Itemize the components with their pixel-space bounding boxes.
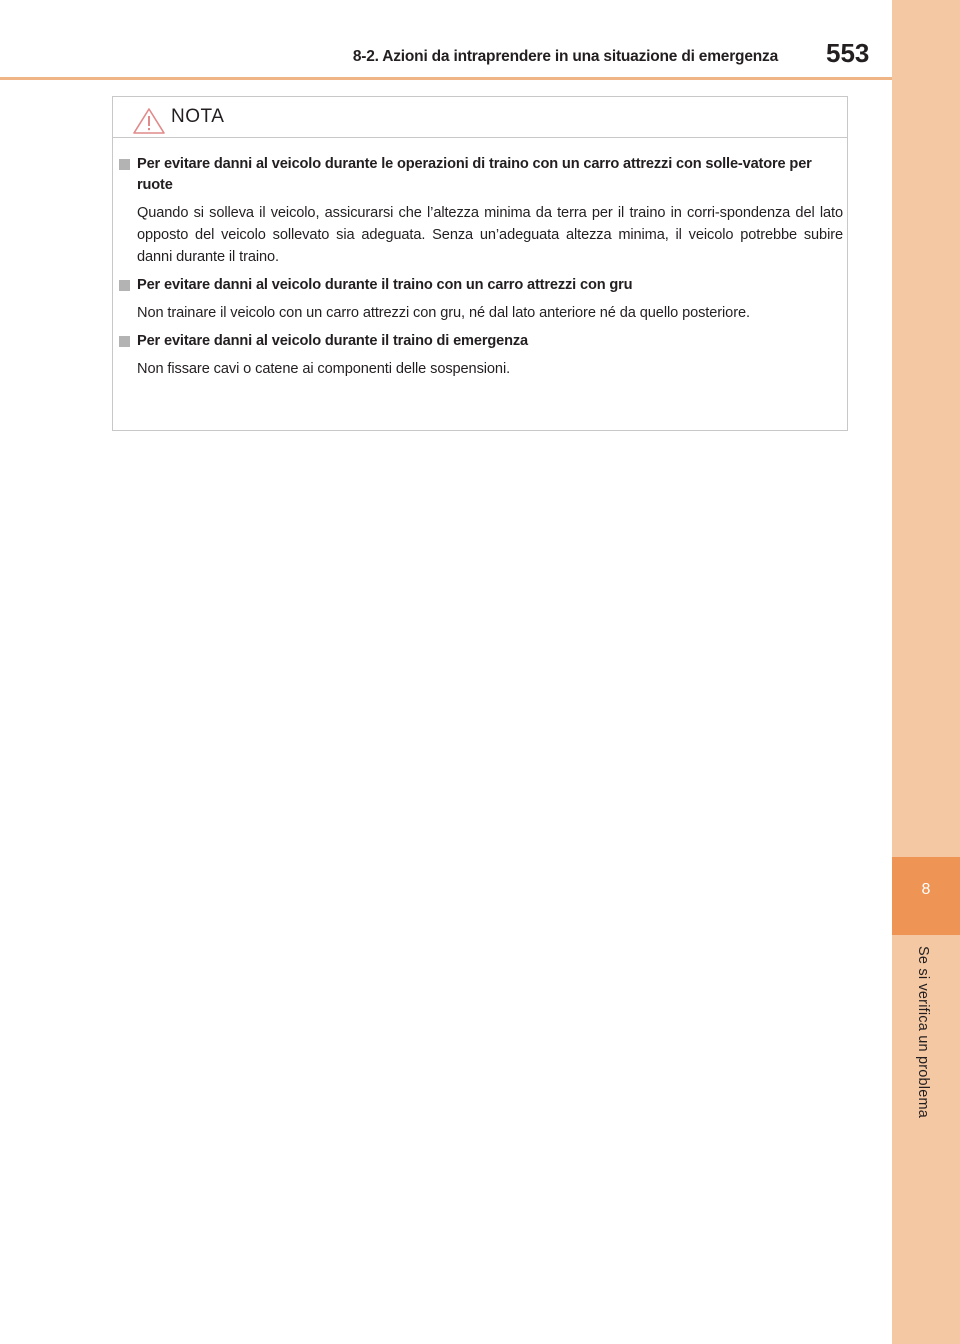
note-title: NOTA [171,106,225,127]
side-tab [892,0,960,1344]
chapter-title: Se si verifica un problema [915,946,931,1119]
section-title: 8-2. Azioni da intraprendere in una situazione di emergenza [352,48,778,65]
chapter-tab[interactable] [892,857,960,935]
note-item-body: Non trainare il veicolo con un carro attrezzi con gru, né dal lato anteriore né da quello posteriore. [137,305,750,321]
note-item [119,331,843,380]
note-item-body: Non fissare cavi o catene ai componenti delle sospensioni. [137,361,511,377]
note-item [119,154,843,268]
chapter-number: 8 [921,881,931,898]
note-item-heading-text: Per evitare danni al veicolo durante il traino di emergenza [137,333,528,349]
note-item-body: Quando si solleva il veicolo, assicurarsi che l’altezza minima da terra per il traino in corri-spondenza del lato opposto del veicolo sollevato sia adeguata. Senza un’adeguata altezza minima, il veicolo potrebbe subire danni durante il traino. [137,205,843,265]
warning-icon [132,107,166,135]
note-content [119,154,843,387]
note-item-heading [119,154,843,196]
square-bullet-icon [119,159,130,170]
note-item-heading [119,275,843,296]
note-item-heading-text: Per evitare danni al veicolo durante le operazioni di traino con un carro attrezzi con solle-vatore per ruote [137,156,812,193]
note-item [119,275,843,324]
note-header [113,97,847,138]
note-box [112,96,848,431]
header-divider [0,77,892,80]
note-item-heading [119,331,843,352]
page-number: 553 [826,38,870,68]
square-bullet-icon [119,336,130,347]
note-item-heading-text: Per evitare danni al veicolo durante il traino con un carro attrezzi con gru [137,277,633,293]
square-bullet-icon [119,280,130,291]
